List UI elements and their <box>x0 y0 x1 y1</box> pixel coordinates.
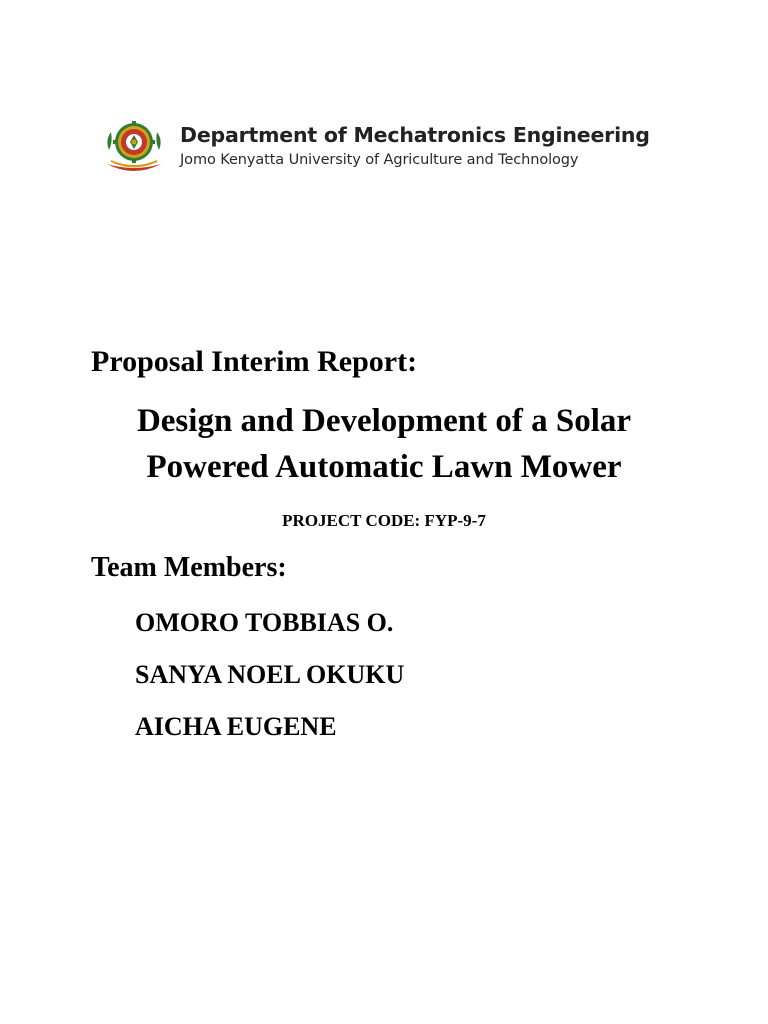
university-name: Jomo Kenyatta University of Agriculture and Technology <box>180 152 579 168</box>
department-name: Department of Mechatronics Engineering <box>180 123 650 147</box>
team-members-heading: Team Members: <box>91 552 287 583</box>
document-header <box>103 118 650 180</box>
team-member: OMORO TOBBIAS O. <box>135 608 394 637</box>
team-member: SANYA NOEL OKUKU <box>135 660 405 689</box>
project-title-line-2: Powered Automatic Lawn Mower <box>146 449 622 485</box>
project-title-line-1: Design and Development of a Solar <box>136 403 632 439</box>
university-crest-icon <box>103 120 165 178</box>
project-code: PROJECT CODE: FYP-9-7 <box>282 511 486 530</box>
team-member: AICHA EUGENE <box>135 712 337 741</box>
report-type-heading: Proposal Interim Report: <box>91 345 418 378</box>
